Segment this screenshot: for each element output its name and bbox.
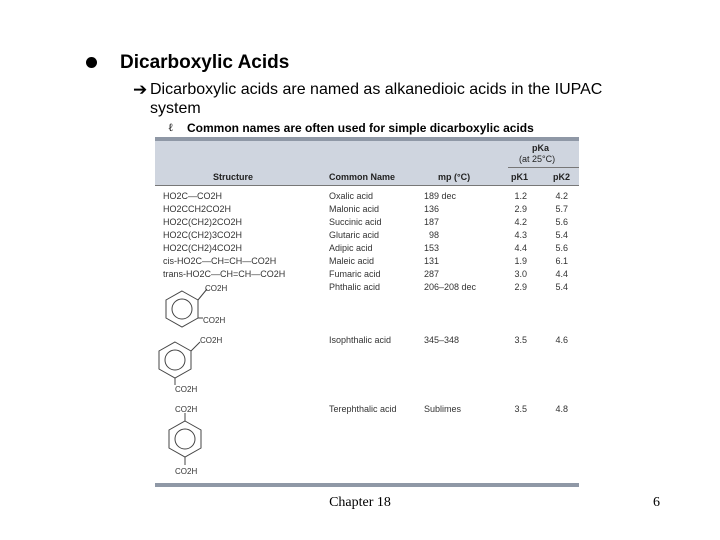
structure-cell: HO2CCH2CO2H <box>163 204 232 214</box>
structure-cell: HO2C(CH2)2CO2H <box>163 217 243 227</box>
arrow-right-icon: ➔ <box>133 80 148 99</box>
ring-label: CO2H <box>200 336 223 345</box>
pk2-cell: 4.2 <box>555 191 568 201</box>
mp-cell: 153 <box>424 243 440 253</box>
mp-cell: 345–348 <box>424 335 460 345</box>
sub-bullet-icon: ℓ <box>168 121 174 134</box>
pk2-cell: 5.4 <box>555 230 568 240</box>
terephthalic-acid-ring <box>169 413 201 465</box>
name-cell: Adipic acid <box>329 243 373 253</box>
mp-cell: Sublimes <box>424 404 462 414</box>
pk1-cell: 1.9 <box>514 256 527 266</box>
name-cell: Glutaric acid <box>329 230 380 240</box>
name-cell: Maleic acid <box>329 256 375 266</box>
pk2-cell: 4.6 <box>555 335 568 345</box>
structure-cell: HO2C(CH2)3CO2H <box>163 230 243 240</box>
pk1-cell: 2.9 <box>514 204 527 214</box>
mp-cell: 98 <box>429 230 440 240</box>
ring-label: CO2H <box>175 405 198 414</box>
name-cell: Succinic acid <box>329 217 382 227</box>
pk1-cell: 4.3 <box>514 230 527 240</box>
name-cell: Fumaric acid <box>329 269 381 279</box>
structure-cell: HO2C—CO2H <box>163 191 223 201</box>
structure-cell: HO2C(CH2)4CO2H <box>163 243 243 253</box>
bullet-text-line1: Dicarboxylic acids are named as alkanedioic acids in the IUPAC <box>150 81 603 98</box>
pk2-cell: 4.8 <box>555 404 568 414</box>
ring-label: CO2H <box>175 385 198 394</box>
pk1-cell: 1.2 <box>514 191 527 201</box>
slide-title: Dicarboxylic Acids <box>120 52 290 73</box>
mp-cell: 136 <box>424 204 440 214</box>
name-cell: Isophthalic acid <box>329 335 392 345</box>
table-header-rule <box>155 185 579 186</box>
mp-cell: 187 <box>424 217 440 227</box>
name-cell: Malonic acid <box>329 204 380 214</box>
header-common-name: Common Name <box>329 172 396 182</box>
page-number: 6 <box>653 495 660 510</box>
pk1-cell: 4.4 <box>514 243 527 253</box>
pk1-cell: 2.9 <box>514 282 527 292</box>
pka-header-rule <box>508 167 579 168</box>
mp-cell: 189 dec <box>424 191 457 201</box>
header-pka-condition: (at 25°C) <box>519 154 556 164</box>
ring-label: CO2H <box>175 467 198 476</box>
pk2-cell: 5.6 <box>555 243 568 253</box>
pk2-cell: 5.6 <box>555 217 568 227</box>
structure-cell: trans-HO2C—CH=CH—CO2H <box>163 269 286 279</box>
sub-bullet-text: Common names are often used for simple dicarboxylic acids <box>187 121 534 135</box>
pk1-cell: 3.5 <box>514 404 527 414</box>
name-cell: Phthalic acid <box>329 282 381 292</box>
pk1-cell: 4.2 <box>514 217 527 227</box>
ring-label: CO2H <box>203 316 226 325</box>
ring-label: CO2H <box>205 284 228 293</box>
phthalic-acid-ring <box>166 289 207 327</box>
header-structure: Structure <box>213 172 254 182</box>
isophthalic-acid-ring <box>159 342 200 385</box>
table-bottom-rule <box>155 483 579 487</box>
bullet-dot <box>86 57 97 68</box>
pk1-cell: 3.0 <box>514 269 527 279</box>
footer-chapter: Chapter 18 <box>329 495 391 510</box>
mp-cell: 287 <box>424 269 440 279</box>
name-cell: Oxalic acid <box>329 191 374 201</box>
header-pk1: pK1 <box>511 172 529 182</box>
pk2-cell: 5.4 <box>555 282 568 292</box>
structure-cell: cis-HO2C—CH=CH—CO2H <box>163 256 277 266</box>
mp-cell: 131 <box>424 256 440 266</box>
mp-cell: 206–208 dec <box>424 282 477 292</box>
header-pk2: pK2 <box>553 172 571 182</box>
name-cell: Terephthalic acid <box>329 404 397 414</box>
pk2-cell: 4.4 <box>555 269 568 279</box>
pk2-cell: 6.1 <box>555 256 568 266</box>
header-mp: mp (°C) <box>438 172 471 182</box>
header-pka: pKa <box>532 143 550 153</box>
aromatic-structures <box>155 278 325 483</box>
bullet-text-line2: system <box>150 100 201 117</box>
pk1-cell: 3.5 <box>514 335 527 345</box>
pk2-cell: 5.7 <box>555 204 568 214</box>
